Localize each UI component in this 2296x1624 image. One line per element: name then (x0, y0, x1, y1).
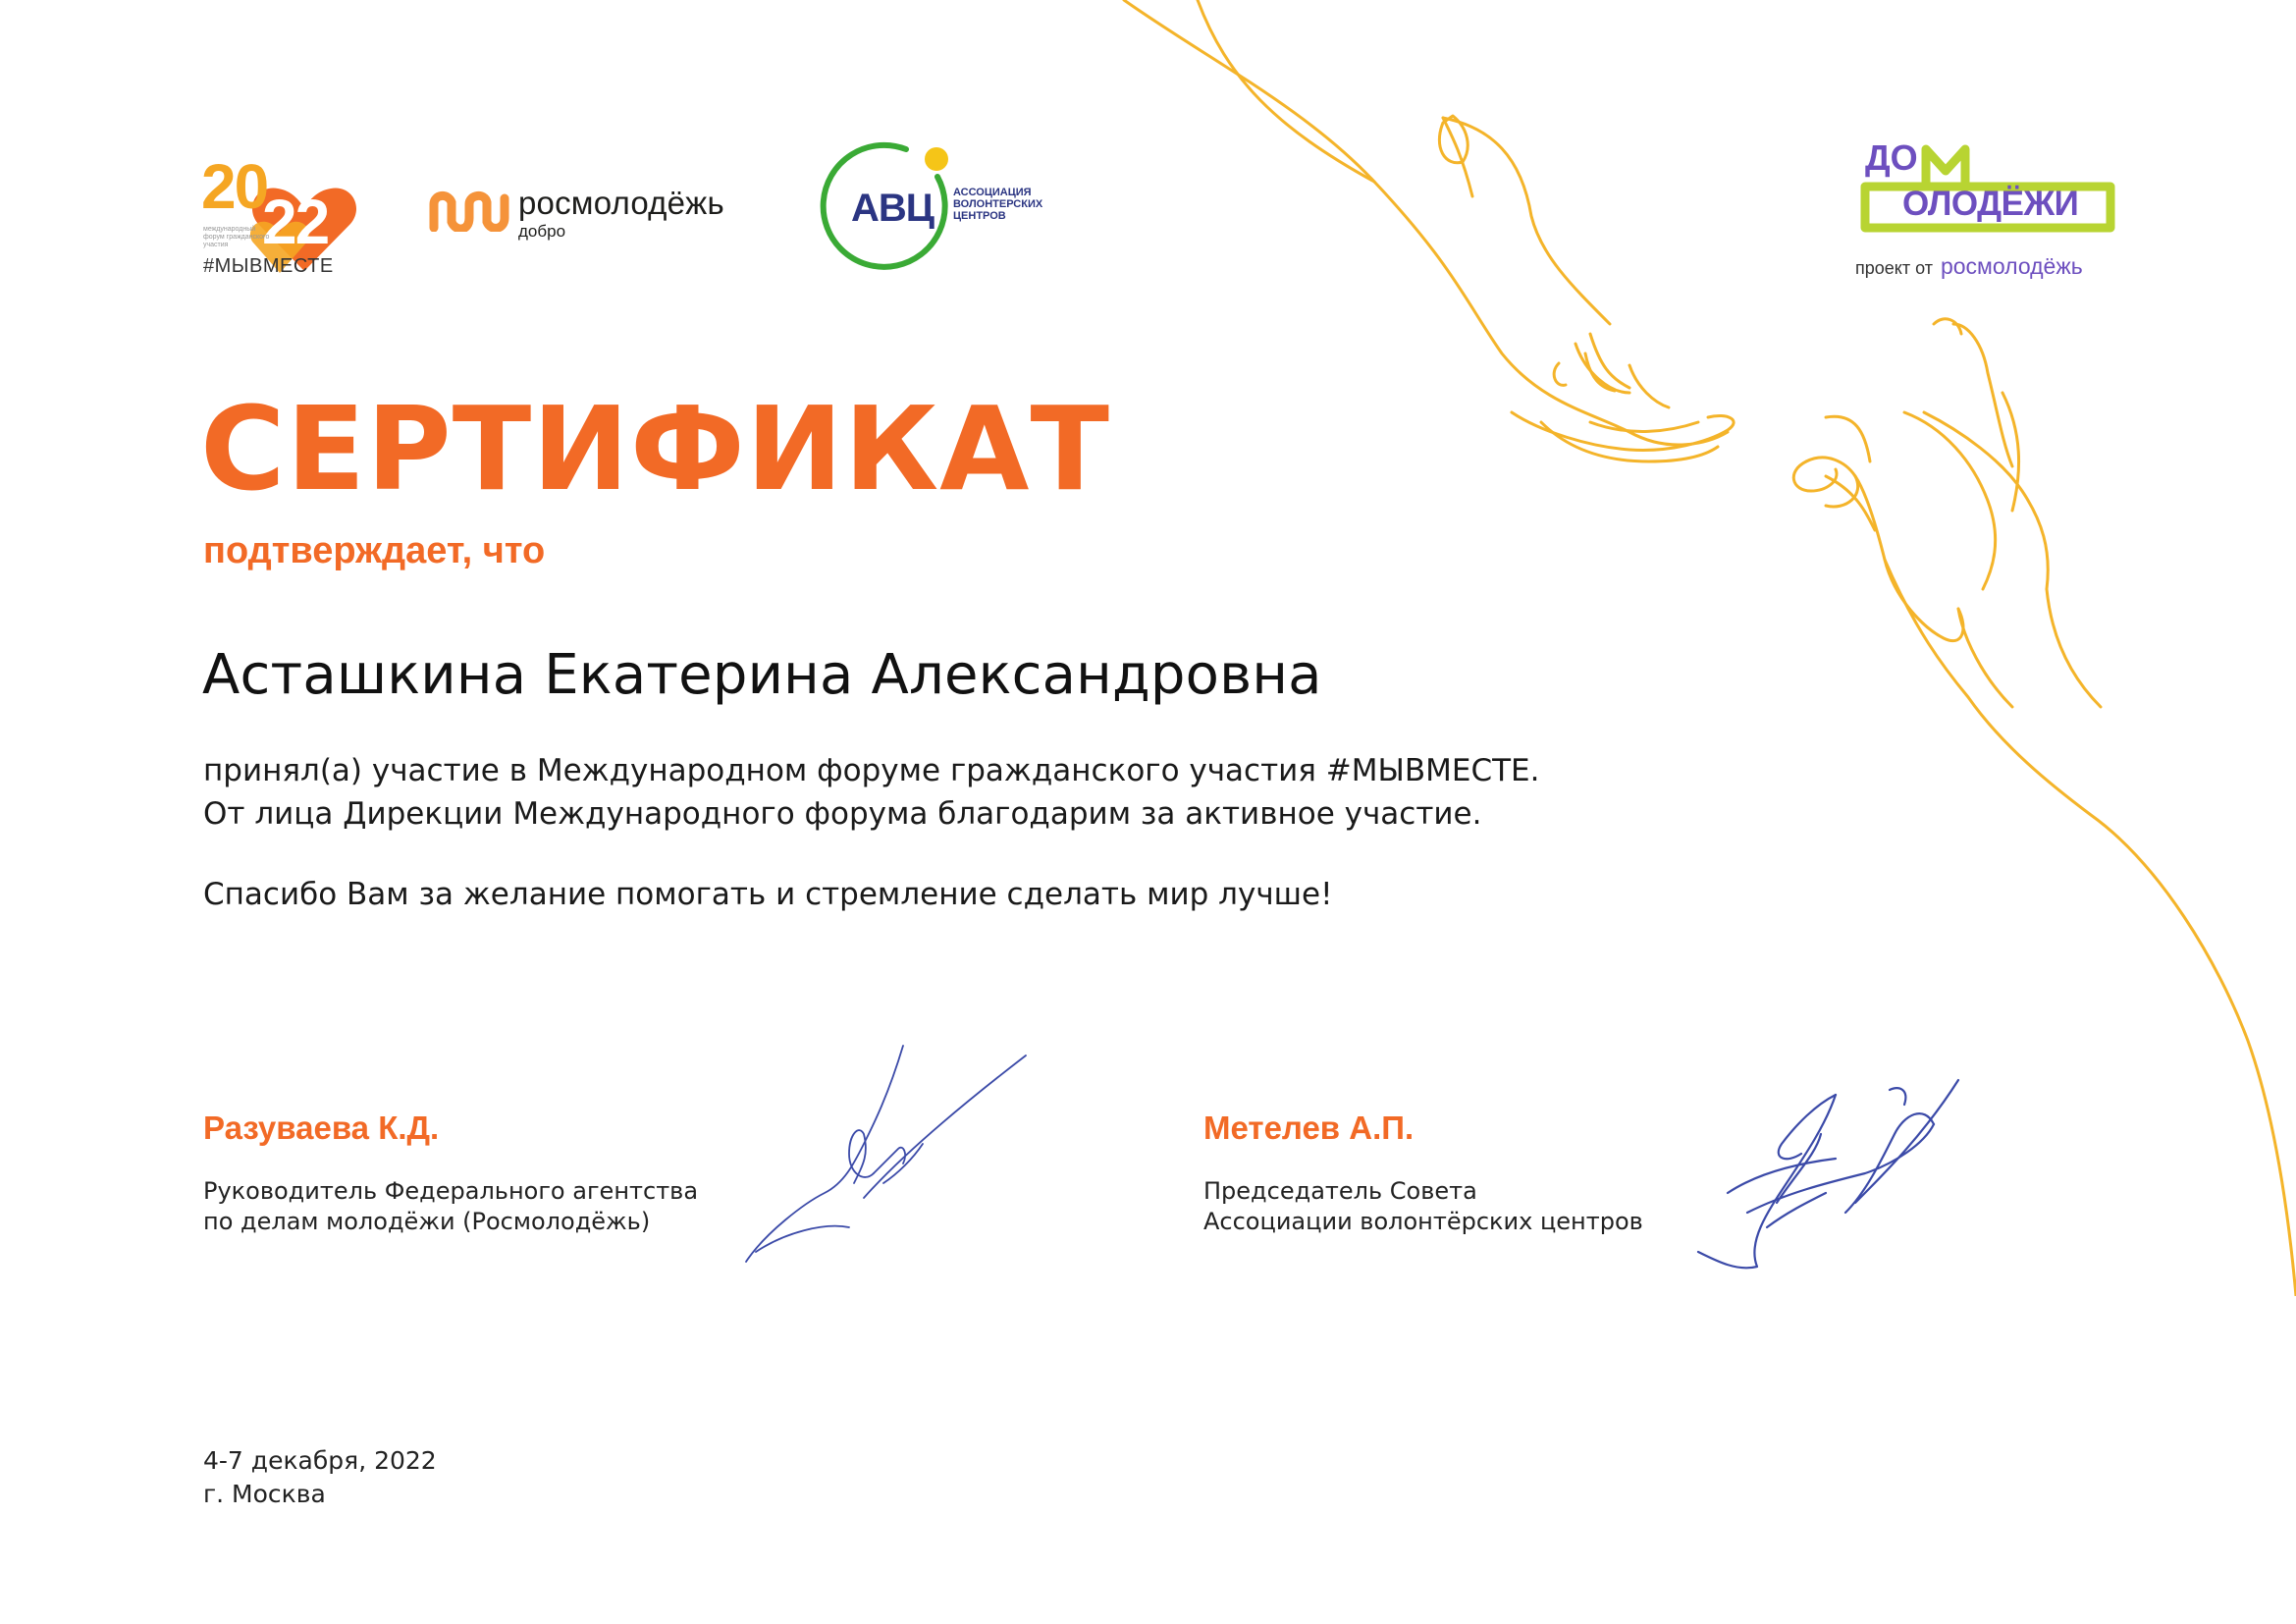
signatory-2-role (1203, 1176, 1753, 1237)
avc-full-line-1: АССОЦИАЦИЯ (953, 187, 1032, 198)
body-line-1: принял(а) участие в Международном форуме гражданского участия #МЫВМЕСТЕ. (203, 753, 1540, 788)
dom-do-wordmark: ДО (1865, 137, 1918, 178)
signatory-1-role (203, 1176, 753, 1237)
avc-abbreviation: АВЦ (851, 187, 934, 230)
dom-molodezhi-wordmark: ОЛОДЁЖИ (1902, 185, 2079, 223)
event-city: г. Москва (203, 1480, 326, 1508)
rosmolodezh-dobro-logo (428, 183, 742, 242)
recipient-name: Асташкина Екатерина Александровна (202, 643, 1322, 707)
avc-logo (820, 137, 1095, 280)
dom-molodezhi-logo (1855, 137, 2150, 285)
forum-caption: международный форум гражданского участия (203, 226, 270, 248)
project-brand-wordmark: росмолодёжь (1940, 253, 2083, 279)
event-date: 4-7 декабря, 2022 (203, 1446, 437, 1475)
body-line-2: От лица Дирекции Международного форума благодарим за активное участие. (203, 796, 1482, 832)
certificate-subtitle: подтверждает, что (203, 530, 546, 571)
year-bottom-digits: 22 (262, 187, 329, 257)
certificate-title: СЕРТИФИКАТ (200, 381, 1110, 516)
signatory-2-role-line-2: Ассоциации волонтёрских центров (1203, 1208, 1643, 1235)
avc-full-line-3: ЦЕНТРОВ (953, 210, 1006, 222)
avc-full-line-2: ВОЛОНТЕРСКИХ (953, 198, 1043, 210)
dobro-wordmark: добро (518, 222, 566, 241)
forum-hashtag: #МЫВМЕСТЕ (203, 255, 334, 277)
signatory-1-name: Разуваева К.Д. (203, 1110, 440, 1146)
signatory-2-name: Метелев А.П. (1203, 1110, 1415, 1146)
dom-project-caption (1855, 253, 2083, 280)
body-line-3: Спасибо Вам за желание помогать и стремление сделать мир лучше! (203, 877, 1333, 912)
signatory-1-role-line-2: по делам молодёжи (Росмолодёжь) (203, 1208, 651, 1235)
signatory-2-role-line-1: Председатель Совета (1203, 1177, 1477, 1205)
paragraph-gap (203, 836, 1676, 873)
certificate-body (203, 749, 1676, 916)
rosmolodezh-wordmark: росмолодёжь (518, 185, 724, 221)
avc-full-name (953, 187, 1100, 222)
project-from-label: проект от (1855, 258, 1933, 278)
rosmolodezh-wave-icon (428, 189, 510, 232)
certificate-footer (203, 1444, 437, 1511)
signature-1 (726, 1036, 1050, 1272)
forum-2022-logo (201, 151, 358, 283)
signatory-1-role-line-1: Руководитель Федерального агентства (203, 1177, 699, 1205)
signature-2 (1688, 1065, 1983, 1281)
year-top-digits: 20 (201, 151, 268, 222)
